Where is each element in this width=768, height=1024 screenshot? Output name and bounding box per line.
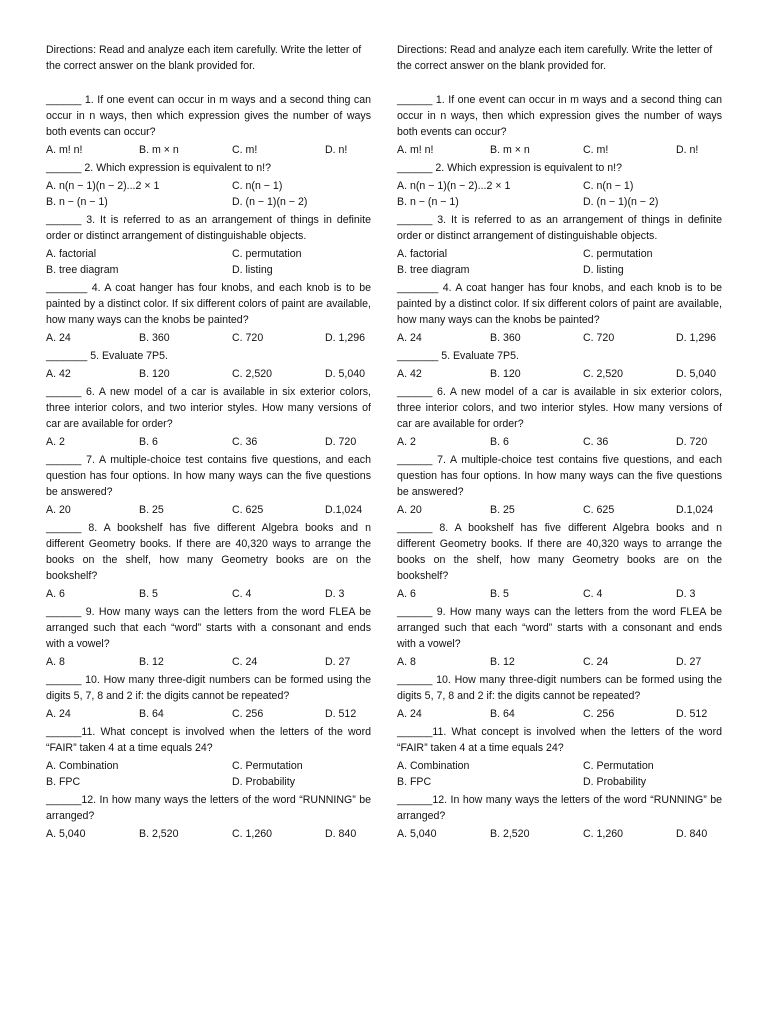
answer-option: C. permutation xyxy=(583,248,653,260)
question-text: 12. In how many ways the letters of the word “RUNNING” be arranged? xyxy=(397,794,722,822)
answer-option: C. 4 xyxy=(583,588,603,600)
answer-option: C. 625 xyxy=(583,504,615,516)
answer-options xyxy=(46,586,371,602)
question-5 xyxy=(46,348,371,364)
answer-option: A. 8 xyxy=(46,656,65,668)
question-12 xyxy=(46,792,371,824)
question-text: 8. A bookshelf has five different Algebra books and n different Geometry books. If there are 40,320 ways to arrange the books on the shelf, how many Geometry books are on the bookshelf? xyxy=(397,522,722,582)
answer-option: D. n! xyxy=(325,144,348,156)
answer-option: C. Permutation xyxy=(583,760,654,772)
directions-text: Directions: Read and analyze each item carefully. Write the letter of the correct answer on the blank provided for. xyxy=(397,44,713,72)
answer-option: A. n(n − 1)(n − 2)...2 × 1 xyxy=(397,180,511,192)
answer-blank[interactable]: ______ xyxy=(46,726,82,738)
answer-option: B. 120 xyxy=(490,368,521,380)
answer-blank[interactable]: ______ xyxy=(46,674,82,686)
answer-option: C. 4 xyxy=(232,588,252,600)
answer-options xyxy=(397,706,722,722)
answer-blank[interactable]: _______ xyxy=(397,350,439,362)
answer-option: D. 720 xyxy=(676,436,708,448)
answer-options xyxy=(397,330,722,346)
answer-options xyxy=(46,330,371,346)
question-text: 5. Evaluate 7P5. xyxy=(441,350,519,362)
answer-option: A. 24 xyxy=(397,708,422,720)
answer-options xyxy=(46,758,371,790)
answer-option: B. tree diagram xyxy=(397,264,470,276)
answer-options xyxy=(397,826,722,842)
answer-blank[interactable]: ______ xyxy=(46,214,82,226)
answer-options xyxy=(46,246,371,278)
question-text: 6. A new model of a car is available in six exterior colors, three interior colors, and two interior styles. How many versions of car are available for order? xyxy=(397,386,722,430)
answer-option: D.1,024 xyxy=(676,504,714,516)
answer-option: A. 6 xyxy=(397,588,416,600)
answer-option: C. 1,260 xyxy=(583,828,624,840)
answer-option: B. FPC xyxy=(397,776,432,788)
answer-options xyxy=(46,366,371,382)
question-text: 3. It is referred to as an arrangement of things in definite order or distinct arrangement of distinguishable objects. xyxy=(397,214,722,242)
answer-option: B. tree diagram xyxy=(46,264,119,276)
answer-options xyxy=(46,142,371,158)
answer-options xyxy=(397,502,722,518)
answer-option: B. 12 xyxy=(139,656,164,668)
question-text: 2. Which expression is equivalent to n!? xyxy=(435,162,622,174)
question-4 xyxy=(46,280,371,328)
answer-option: B. 120 xyxy=(139,368,170,380)
answer-option: D. 512 xyxy=(325,708,357,720)
question-text: 3. It is referred to as an arrangement of things in definite order or distinct arrangement of distinguishable objects. xyxy=(46,214,371,242)
answer-option: A. Combination xyxy=(397,760,470,772)
answer-option: B. 64 xyxy=(490,708,515,720)
answer-options xyxy=(46,178,371,210)
answer-options xyxy=(46,434,371,450)
question-6 xyxy=(397,384,722,432)
answer-option: C. 36 xyxy=(583,436,609,448)
answer-blank[interactable]: ______ xyxy=(397,386,433,398)
answer-option: B. m × n xyxy=(490,144,530,156)
answer-option: C. 256 xyxy=(232,708,264,720)
answer-option: C. 24 xyxy=(583,656,609,668)
answer-option: D. n! xyxy=(676,144,699,156)
question-2 xyxy=(46,160,371,176)
answer-blank[interactable]: ______ xyxy=(397,726,433,738)
answer-option: B. 2,520 xyxy=(490,828,530,840)
answer-option: B. 6 xyxy=(490,436,509,448)
answer-option: D. (n − 1)(n − 2) xyxy=(583,196,659,208)
answer-option: C. permutation xyxy=(232,248,302,260)
answer-option: A. 2 xyxy=(397,436,416,448)
answer-options xyxy=(397,246,722,278)
answer-option: C. 36 xyxy=(232,436,258,448)
question-11 xyxy=(397,724,722,756)
question-text: 2. Which expression is equivalent to n!? xyxy=(84,162,271,174)
answer-option: D. Probability xyxy=(232,776,295,788)
answer-option: B. 5 xyxy=(490,588,509,600)
answer-option: B. 12 xyxy=(490,656,515,668)
question-text: 6. A new model of a car is available in six exterior colors, three interior colors, and two interior styles. How many versions of car are available for order? xyxy=(46,386,371,430)
answer-option: B. 5 xyxy=(139,588,158,600)
answer-blank[interactable]: ______ xyxy=(46,162,82,174)
answer-option: B. 64 xyxy=(139,708,164,720)
answer-options xyxy=(397,142,722,158)
worksheet-column-left xyxy=(46,42,371,844)
question-9 xyxy=(397,604,722,652)
answer-option: B. n − (n − 1) xyxy=(397,196,459,208)
answer-option: A. 8 xyxy=(397,656,416,668)
answer-option: D. 840 xyxy=(325,828,357,840)
answer-options xyxy=(46,706,371,722)
answer-option: D. 27 xyxy=(325,656,351,668)
question-text: 10. How many three-digit numbers can be formed using the digits 5, 7, 8 and 2 if: the digits cannot be repeated? xyxy=(46,674,371,702)
answer-blank[interactable]: ______ xyxy=(46,454,82,466)
question-1 xyxy=(397,92,722,140)
answer-option: A. 2 xyxy=(46,436,65,448)
answer-option: A. factorial xyxy=(397,248,448,260)
answer-option: B. 360 xyxy=(139,332,170,344)
answer-option: D. 1,296 xyxy=(676,332,717,344)
question-text: 7. A multiple-choice test contains five questions, and each question has four options. In how many ways can the five questions be answered? xyxy=(46,454,371,498)
question-text: 10. How many three-digit numbers can be formed using the digits 5, 7, 8 and 2 if: the digits cannot be repeated? xyxy=(397,674,722,702)
question-11 xyxy=(46,724,371,756)
answer-blank[interactable]: ______ xyxy=(46,606,82,618)
answer-blank[interactable]: ______ xyxy=(397,794,433,806)
answer-option: D. 5,040 xyxy=(676,368,717,380)
answer-options xyxy=(397,758,722,790)
answer-option: C. 2,520 xyxy=(583,368,624,380)
question-4 xyxy=(397,280,722,328)
question-text: 12. In how many ways the letters of the word “RUNNING” be arranged? xyxy=(46,794,371,822)
question-12 xyxy=(397,792,722,824)
answer-blank[interactable]: ______ xyxy=(397,214,433,226)
answer-options xyxy=(46,502,371,518)
answer-blank[interactable]: ______ xyxy=(46,386,82,398)
answer-options xyxy=(397,586,722,602)
answer-option: C. m! xyxy=(583,144,609,156)
answer-option: A. 24 xyxy=(46,708,71,720)
question-3 xyxy=(397,212,722,244)
question-9 xyxy=(46,604,371,652)
question-2 xyxy=(397,160,722,176)
answer-option: C. 720 xyxy=(583,332,615,344)
answer-option: B. m × n xyxy=(139,144,179,156)
answer-option: A. n(n − 1)(n − 2)...2 × 1 xyxy=(46,180,160,192)
answer-option: D. Probability xyxy=(583,776,646,788)
answer-option: C. 24 xyxy=(232,656,258,668)
question-text: 7. A multiple-choice test contains five questions, and each question has four options. In how many ways can the five questions be answered? xyxy=(397,454,722,498)
question-text: 5. Evaluate 7P5. xyxy=(90,350,168,362)
answer-option: D. 3 xyxy=(676,588,696,600)
question-text: 9. How many ways can the letters from the word FLEA be arranged such that each “word” starts with a consonant and ends with a vowel? xyxy=(397,606,723,650)
answer-options xyxy=(397,434,722,450)
answer-option: A. 20 xyxy=(46,504,71,516)
question-7 xyxy=(397,452,722,500)
question-text: 11. What concept is involved when the letters of the word “FAIR” taken 4 at a time equals 24? xyxy=(397,726,722,754)
answer-option: B. 360 xyxy=(490,332,521,344)
answer-blank[interactable]: ______ xyxy=(397,606,433,618)
question-8 xyxy=(397,520,722,584)
answer-blank[interactable]: ______ xyxy=(397,454,433,466)
question-3 xyxy=(46,212,371,244)
answer-option: C. 1,260 xyxy=(232,828,273,840)
answer-options xyxy=(397,654,722,670)
answer-option: D. (n − 1)(n − 2) xyxy=(232,196,308,208)
answer-blank[interactable]: ______ xyxy=(46,794,82,806)
answer-option: C. n(n − 1) xyxy=(583,180,634,192)
answer-options xyxy=(397,366,722,382)
question-text: 4. A coat hanger has four knobs, and each knob is to be painted by a distinct color. If six different colors of paint are available, how many ways can the knobs be painted? xyxy=(46,282,371,326)
answer-option: A. m! n! xyxy=(46,144,83,156)
answer-option: A. 20 xyxy=(397,504,422,516)
answer-blank[interactable]: ______ xyxy=(397,522,433,534)
answer-blank[interactable]: ______ xyxy=(397,674,433,686)
question-1 xyxy=(46,92,371,140)
question-text: 9. How many ways can the letters from the word FLEA be arranged such that each “word” starts with a consonant and ends with a vowel? xyxy=(46,606,372,650)
answer-blank[interactable]: ______ xyxy=(397,94,433,106)
answer-option: D. 840 xyxy=(676,828,708,840)
answer-blank[interactable]: ______ xyxy=(397,162,433,174)
answer-option: A. 5,040 xyxy=(46,828,86,840)
answer-option: D. listing xyxy=(232,264,273,276)
question-5 xyxy=(397,348,722,364)
question-10 xyxy=(46,672,371,704)
answer-option: A. 24 xyxy=(397,332,422,344)
answer-option: B. 6 xyxy=(139,436,158,448)
answer-option: C. 720 xyxy=(232,332,264,344)
answer-option: C. Permutation xyxy=(232,760,303,772)
answer-blank[interactable]: _______ xyxy=(46,282,88,294)
answer-option: A. 42 xyxy=(397,368,422,380)
answer-options xyxy=(46,826,371,842)
answer-option: C. n(n − 1) xyxy=(232,180,283,192)
answer-option: B. 2,520 xyxy=(139,828,179,840)
answer-option: B. 25 xyxy=(490,504,515,516)
answer-option: A. 24 xyxy=(46,332,71,344)
answer-option: C. 256 xyxy=(583,708,615,720)
answer-option: B. 25 xyxy=(139,504,164,516)
answer-option: B. n − (n − 1) xyxy=(46,196,108,208)
question-7 xyxy=(46,452,371,500)
answer-option: C. m! xyxy=(232,144,258,156)
question-text: 11. What concept is involved when the letters of the word “FAIR” taken 4 at a time equals 24? xyxy=(46,726,371,754)
question-text: 1. If one event can occur in m ways and a second thing can occur in n ways, then which expression gives the number of ways both events can occur? xyxy=(46,94,371,138)
question-10 xyxy=(397,672,722,704)
answer-option: B. FPC xyxy=(46,776,81,788)
answer-blank[interactable]: ______ xyxy=(46,522,82,534)
answer-option: C. 625 xyxy=(232,504,264,516)
answer-option: A. Combination xyxy=(46,760,119,772)
answer-option: D. 1,296 xyxy=(325,332,366,344)
directions-text: Directions: Read and analyze each item carefully. Write the letter of the correct answer on the blank provided for. xyxy=(46,44,362,72)
answer-blank[interactable]: ______ xyxy=(46,94,82,106)
answer-options xyxy=(397,178,722,210)
question-6 xyxy=(46,384,371,432)
answer-option: D.1,024 xyxy=(325,504,363,516)
answer-option: D. listing xyxy=(583,264,624,276)
question-text: 1. If one event can occur in m ways and a second thing can occur in n ways, then which expression gives the number of ways both events can occur? xyxy=(397,94,722,138)
answer-option: C. 2,520 xyxy=(232,368,273,380)
question-text: 8. A bookshelf has five different Algebra books and n different Geometry books. If there are 40,320 ways to arrange the books on the shelf, how many Geometry books are on the bookshelf? xyxy=(46,522,371,582)
answer-option: D. 720 xyxy=(325,436,357,448)
answer-option: D. 3 xyxy=(325,588,345,600)
worksheet-column-right xyxy=(397,42,722,844)
question-8 xyxy=(46,520,371,584)
answer-option: D. 27 xyxy=(676,656,702,668)
answer-option: D. 512 xyxy=(676,708,708,720)
answer-option: A. 5,040 xyxy=(397,828,437,840)
answer-option: A. 42 xyxy=(46,368,71,380)
answer-options xyxy=(46,654,371,670)
answer-option: A. factorial xyxy=(46,248,97,260)
answer-option: A. 6 xyxy=(46,588,65,600)
answer-option: D. 5,040 xyxy=(325,368,366,380)
answer-blank[interactable]: _______ xyxy=(397,282,439,294)
answer-blank[interactable]: _______ xyxy=(46,350,88,362)
answer-option: A. m! n! xyxy=(397,144,434,156)
question-text: 4. A coat hanger has four knobs, and each knob is to be painted by a distinct color. If six different colors of paint are available, how many ways can the knobs be painted? xyxy=(397,282,722,326)
